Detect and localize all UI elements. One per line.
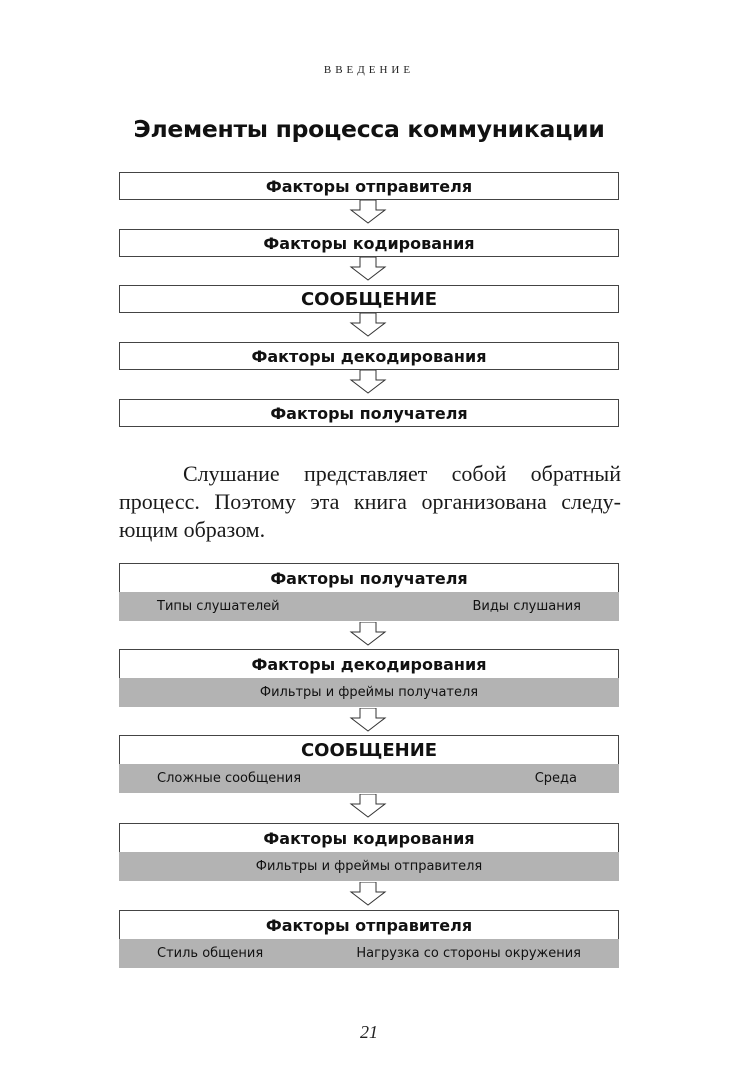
subitem-receiver-filters: Фильтры и фреймы получателя (259, 685, 479, 700)
block-decoding-factors (119, 649, 619, 707)
subitem-environment-load: Нагрузка со стороны окружения (356, 946, 581, 961)
down-arrow-icon (348, 882, 388, 906)
running-header: ВВЕДЕНИЕ (323, 64, 415, 76)
down-arrow-icon (348, 313, 388, 337)
block-encoding-factors (119, 823, 619, 881)
block-sender-factors (119, 910, 619, 968)
block-message (119, 735, 619, 793)
block-title: СООБЩЕНИЕ (119, 735, 619, 764)
subitem-sender-filters: Фильтры и фреймы отправителя (255, 859, 483, 874)
subitem-listener-types: Типы слушателей (157, 599, 280, 614)
block-title: Факторы декодирования (119, 649, 619, 678)
subitem-listening-kinds: Виды слушания (472, 599, 581, 614)
subitem-complex-messages: Сложные сообщения (157, 771, 302, 786)
block-subitems (119, 764, 619, 793)
down-arrow-icon (348, 794, 388, 818)
block-title: Факторы кодирования (119, 823, 619, 852)
block-subitems (119, 678, 619, 707)
paragraph-line: процесс. Поэтому эта книга организована следу- (119, 489, 621, 514)
page-number: 21 (360, 1022, 378, 1042)
block-title: Факторы получателя (119, 563, 619, 592)
step-decoding-factors: Факторы декодирования (119, 342, 619, 370)
down-arrow-icon (348, 200, 388, 224)
step-receiver-factors: Факторы получателя (119, 399, 619, 427)
diagram-title: Элементы процесса коммуникации (133, 115, 605, 143)
block-subitems (119, 852, 619, 881)
down-arrow-icon (348, 370, 388, 394)
block-receiver-factors (119, 563, 619, 621)
body-paragraph (119, 460, 621, 544)
paragraph-line: ющим образом. (119, 517, 266, 542)
down-arrow-icon (348, 257, 388, 281)
step-encoding-factors: Факторы кодирования (119, 229, 619, 257)
block-subitems (119, 939, 619, 968)
step-message: СООБЩЕНИЕ (119, 285, 619, 313)
subitem-communication-style: Стиль общения (157, 946, 264, 961)
subitem-environment: Среда (534, 771, 577, 786)
step-sender-factors: Факторы отправителя (119, 172, 619, 200)
block-subitems (119, 592, 619, 621)
down-arrow-icon (348, 622, 388, 646)
down-arrow-icon (348, 708, 388, 732)
block-title: Факторы отправителя (119, 910, 619, 939)
paragraph-line: Слушание представляет собой обратный (183, 461, 621, 486)
